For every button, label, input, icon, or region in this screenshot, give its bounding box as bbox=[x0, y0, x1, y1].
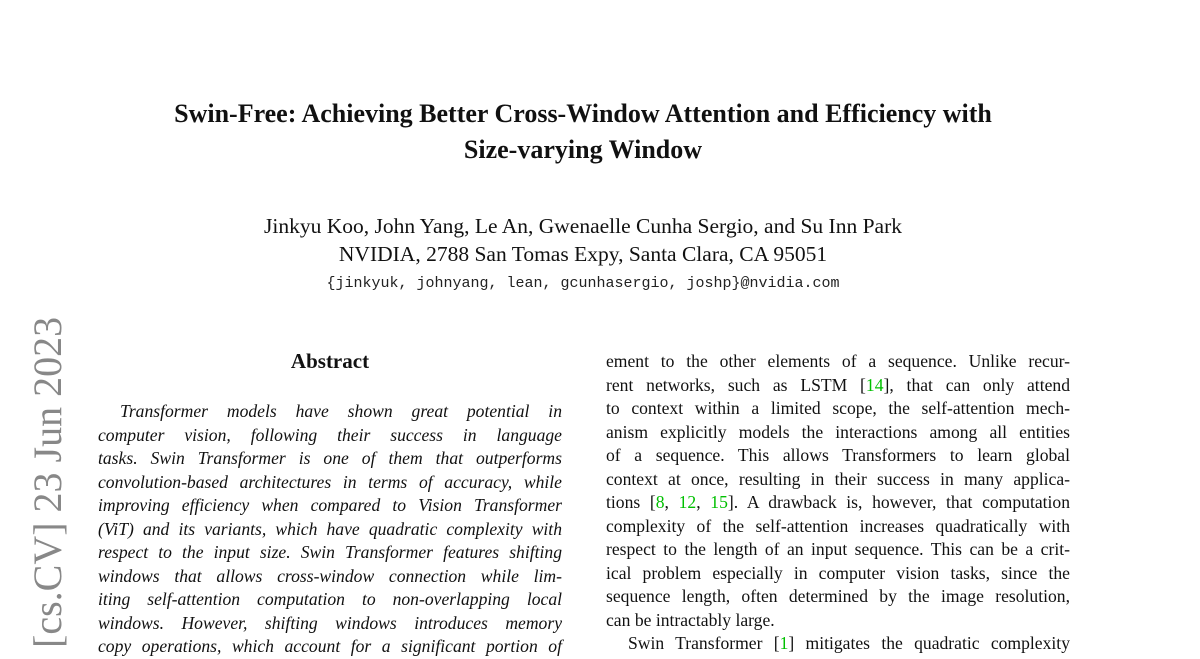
body-line: of a sequence. This allows Transformers to learn global bbox=[606, 445, 1070, 465]
body-line: can be intractably large. bbox=[606, 609, 775, 630]
body-line bbox=[606, 374, 1070, 398]
body-line: complexity of the self-attention increases quadratically with bbox=[606, 515, 1070, 536]
citation-link[interactable]: 1 bbox=[779, 633, 789, 653]
abstract-line: tasks. Swin Transformer is one of them that outperforms bbox=[98, 448, 562, 468]
citation-link[interactable]: 8 bbox=[655, 492, 665, 512]
body-text: ] mitigates the quadratic complexity bbox=[788, 633, 1070, 653]
abstract-line: windows. However, shifting windows introduces memory bbox=[98, 612, 562, 633]
citation-link[interactable]: 14 bbox=[865, 374, 884, 395]
affiliation: NVIDIA, 2788 San Tomas Expy, Santa Clara, CA 95051 bbox=[338, 242, 828, 266]
abstract-line: computer vision, following their success in language bbox=[98, 424, 562, 445]
abstract-line: improving efficiency when compared to Vision Transformer bbox=[98, 495, 562, 515]
citation-link[interactable]: 12 bbox=[678, 492, 697, 512]
body-text: ]. A drawback is, however, that computation bbox=[727, 492, 1071, 512]
abstract-line: respect to the input size. Swin Transformer features shifting bbox=[98, 542, 562, 562]
intro-text-column bbox=[606, 350, 1070, 656]
body-text: Swin Transformer [ bbox=[628, 633, 780, 653]
body-line: sequence length, often determined by the image resolution, bbox=[606, 586, 1070, 606]
title-line-1: Swin-Free: Achieving Better Cross-Window Attention and Efficiency with bbox=[174, 99, 992, 128]
body-line: to context within a limited scope, the self-attention mech- bbox=[606, 398, 1070, 418]
title-line-2: Size-varying Window bbox=[463, 135, 703, 164]
body-line bbox=[606, 491, 1070, 515]
paper-title bbox=[0, 96, 1166, 168]
arxiv-stamp: [cs.CV] 23 Jun 2023 bbox=[25, 316, 70, 648]
author-emails[interactable]: {jinkyuk, johnyang, lean, gcunhasergio, joshp}@nvidia.com bbox=[326, 275, 840, 292]
body-line: anism explicitly models the interactions among all entities bbox=[606, 421, 1070, 442]
abstract-line: windows that allows cross-window connection while lim- bbox=[98, 565, 562, 586]
abstract-line: Transformer models have shown great potential in bbox=[120, 401, 562, 421]
body-line: respect to the length of an input sequence. This can be a crit- bbox=[606, 539, 1070, 559]
body-line bbox=[606, 632, 1070, 656]
author-block bbox=[0, 212, 1166, 268]
body-line: ement to the other elements of a sequence. Unlike recur- bbox=[606, 351, 1070, 371]
abstract-line: (ViT) and its variants, which have quadratic complexity with bbox=[98, 518, 562, 539]
abstract-line: iting self-attention computation to non-overlapping local bbox=[98, 589, 562, 609]
abstract-line: convolution-based architectures in terms of accuracy, while bbox=[98, 471, 562, 492]
abstract-text bbox=[98, 400, 562, 659]
body-text: , bbox=[696, 492, 711, 512]
author-list: Jinkyu Koo, John Yang, Le An, Gwenaelle Cunha Sergio, and Su Inn Park bbox=[264, 214, 902, 238]
body-line: context at once, resulting in their success in many applica- bbox=[606, 468, 1070, 489]
body-text: ], that can only attend bbox=[883, 374, 1070, 395]
abstract-line: copy operations, which account for a significant portion of bbox=[98, 636, 562, 656]
body-text: rent networks, such as LSTM [ bbox=[606, 374, 866, 395]
body-text: tions [ bbox=[606, 492, 656, 512]
citation-link[interactable]: 15 bbox=[710, 492, 728, 512]
abstract-heading: Abstract bbox=[290, 349, 370, 373]
body-text: , bbox=[664, 492, 679, 512]
body-line: ical problem especially in computer vision tasks, since the bbox=[606, 562, 1070, 583]
